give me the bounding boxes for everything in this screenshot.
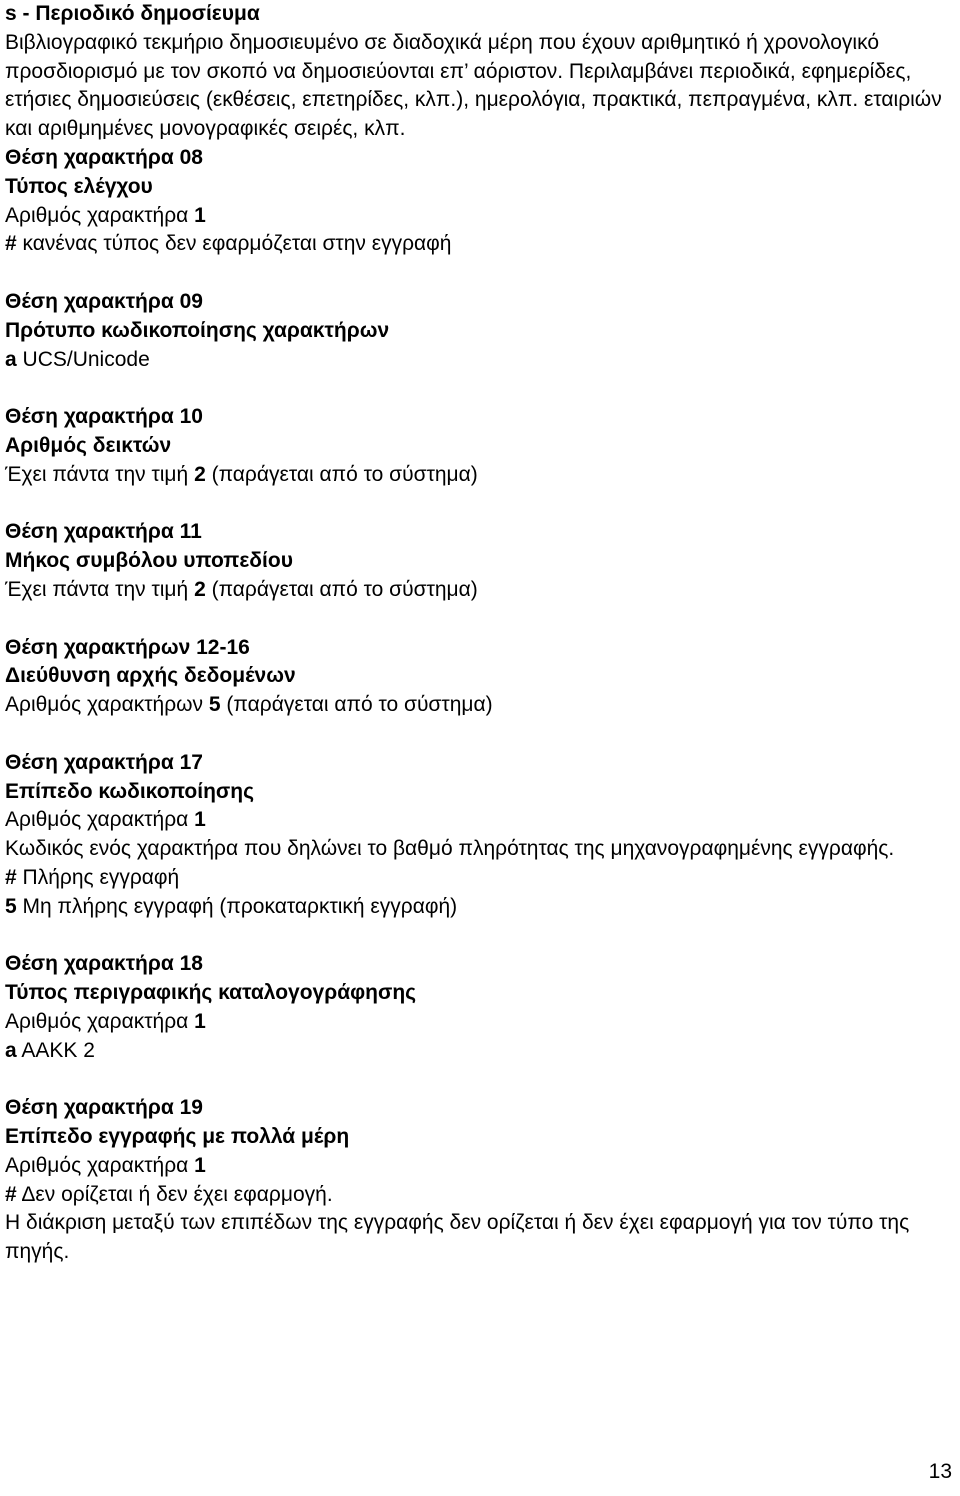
section-name: Πρότυπο κωδικοποίησης χαρακτήρων (5, 318, 390, 342)
section-name: Επίπεδο κωδικοποίησης (5, 779, 255, 803)
section-line (5, 1209, 953, 1267)
section-block (5, 634, 953, 720)
line-code: a (5, 347, 17, 371)
line-value: 1 (194, 1009, 206, 1033)
section-line (5, 1152, 953, 1181)
section-block (5, 288, 953, 374)
line-suffix: (παράγεται από το σύστημα) (211, 577, 478, 601)
section-block (5, 144, 953, 259)
line-prefix: Έχει πάντα την τιμή (5, 462, 189, 486)
line-value: 1 (194, 808, 206, 832)
line-prefix: Αριθμός χαρακτήρα (5, 808, 189, 832)
section-line (5, 1181, 953, 1210)
line-prefix: UCS/Unicode (22, 347, 150, 371)
section-line (5, 691, 953, 720)
line-prefix: κανένας τύπος δεν εφαρμόζεται στην εγγραφή (22, 232, 452, 256)
line-prefix: Μη πλήρης εγγραφή (προκαταρκτική εγγραφή) (22, 894, 458, 918)
line-code: 5 (5, 894, 17, 918)
line-suffix: (παράγεται από το σύστημα) (211, 462, 478, 486)
section-block (5, 1094, 953, 1267)
line-prefix: Αριθμός χαρακτήρων (5, 693, 204, 717)
section-line (5, 1008, 953, 1037)
section-name: Επίπεδο εγγραφής με πολλά μέρη (5, 1125, 350, 1149)
section-line (5, 893, 953, 922)
line-prefix: Κωδικός ενός χαρακτήρα που δηλώνει το βαθμό πληρότητας της μηχανογραφημένης εγγραφής. (5, 837, 895, 861)
line-prefix: Δεν ορίζεται ή δεν έχει εφαρμογή. (21, 1182, 333, 1206)
section-line (5, 864, 953, 893)
page-number: 13 (928, 1460, 952, 1483)
section-block (5, 749, 953, 922)
document-page (5, 0, 953, 1267)
line-code: # (5, 232, 17, 256)
section-position: Θέση χαρακτήρα 08 (5, 145, 203, 169)
line-value: 2 (194, 462, 206, 486)
line-prefix: Αριθμός χαρακτήρα (5, 1009, 189, 1033)
section-name: Μήκος συμβόλου υποπεδίου (5, 549, 293, 573)
section-position: Θέση χαρακτήρα 10 (5, 405, 203, 429)
line-prefix: Πλήρης εγγραφή (22, 865, 180, 889)
section-name: Αριθμός δεικτών (5, 433, 172, 457)
section-line (5, 806, 953, 835)
section-line (5, 346, 953, 375)
line-prefix: Αριθμός χαρακτήρα (5, 1153, 189, 1177)
line-code: # (5, 1182, 17, 1206)
intro-paragraph: Βιβλιογραφικό τεκμήριο δημοσιευμένο σε διαδοχικά μέρη που έχουν αριθμητικό ή χρονολογικό προσδιορισμό με τον σκοπό να δημοσιεύονται επ’ αόριστον. Περιλαμβάνει περιοδικά, εφημερίδες, ετήσιες δημοσιεύσεις (εκθέσεις, επετηρίδες, κλπ.), ημερολόγια, πρακτικά, πεπραγμένα, κλπ. εταιριών και αριθμημένες μονογραφικές σειρές, κλπ. (5, 30, 942, 141)
line-code: # (5, 865, 17, 889)
section-name: Τύπος περιγραφικής καταλογογράφησης (5, 981, 417, 1005)
section-line (5, 1037, 953, 1066)
section-block (5, 403, 953, 489)
section-name: Τύπος ελέγχου (5, 174, 153, 198)
line-prefix: Έχει πάντα την τιμή (5, 577, 189, 601)
line-prefix: Η διάκριση μεταξύ των επιπέδων της εγγραφής δεν ορίζεται ή δεν έχει εφαρμογή για τον τύπο της πηγής. (5, 1211, 910, 1264)
section-position: Θέση χαρακτήρα 18 (5, 952, 203, 976)
section-line (5, 202, 953, 231)
intro-block (5, 0, 953, 144)
section-position: Θέση χαρακτήρα 09 (5, 289, 203, 313)
section-line (5, 461, 953, 490)
section-position: Θέση χαρακτήρα 11 (5, 520, 202, 544)
section-position: Θέση χαρακτήρα 19 (5, 1096, 203, 1120)
line-value: 1 (194, 203, 206, 227)
section-line (5, 230, 953, 259)
line-value: 1 (194, 1153, 206, 1177)
line-prefix: Αριθμός χαρακτήρα (5, 203, 189, 227)
sections-container (5, 144, 953, 1267)
section-position: Θέση χαρακτήρων 12-16 (5, 635, 250, 659)
intro-heading: s - Περιοδικό δημοσίευμα (5, 2, 260, 25)
section-position: Θέση χαρακτήρα 17 (5, 750, 203, 774)
section-line (5, 835, 953, 864)
section-block (5, 518, 953, 604)
line-value: 2 (194, 577, 206, 601)
line-code: a (5, 1038, 17, 1062)
section-line (5, 576, 953, 605)
line-prefix: AAKK 2 (21, 1038, 95, 1062)
line-value: 5 (208, 693, 221, 717)
section-name: Διεύθυνση αρχής δεδομένων (5, 664, 296, 688)
section-block (5, 950, 953, 1065)
line-suffix: (παράγεται από το σύστημα) (226, 693, 493, 717)
